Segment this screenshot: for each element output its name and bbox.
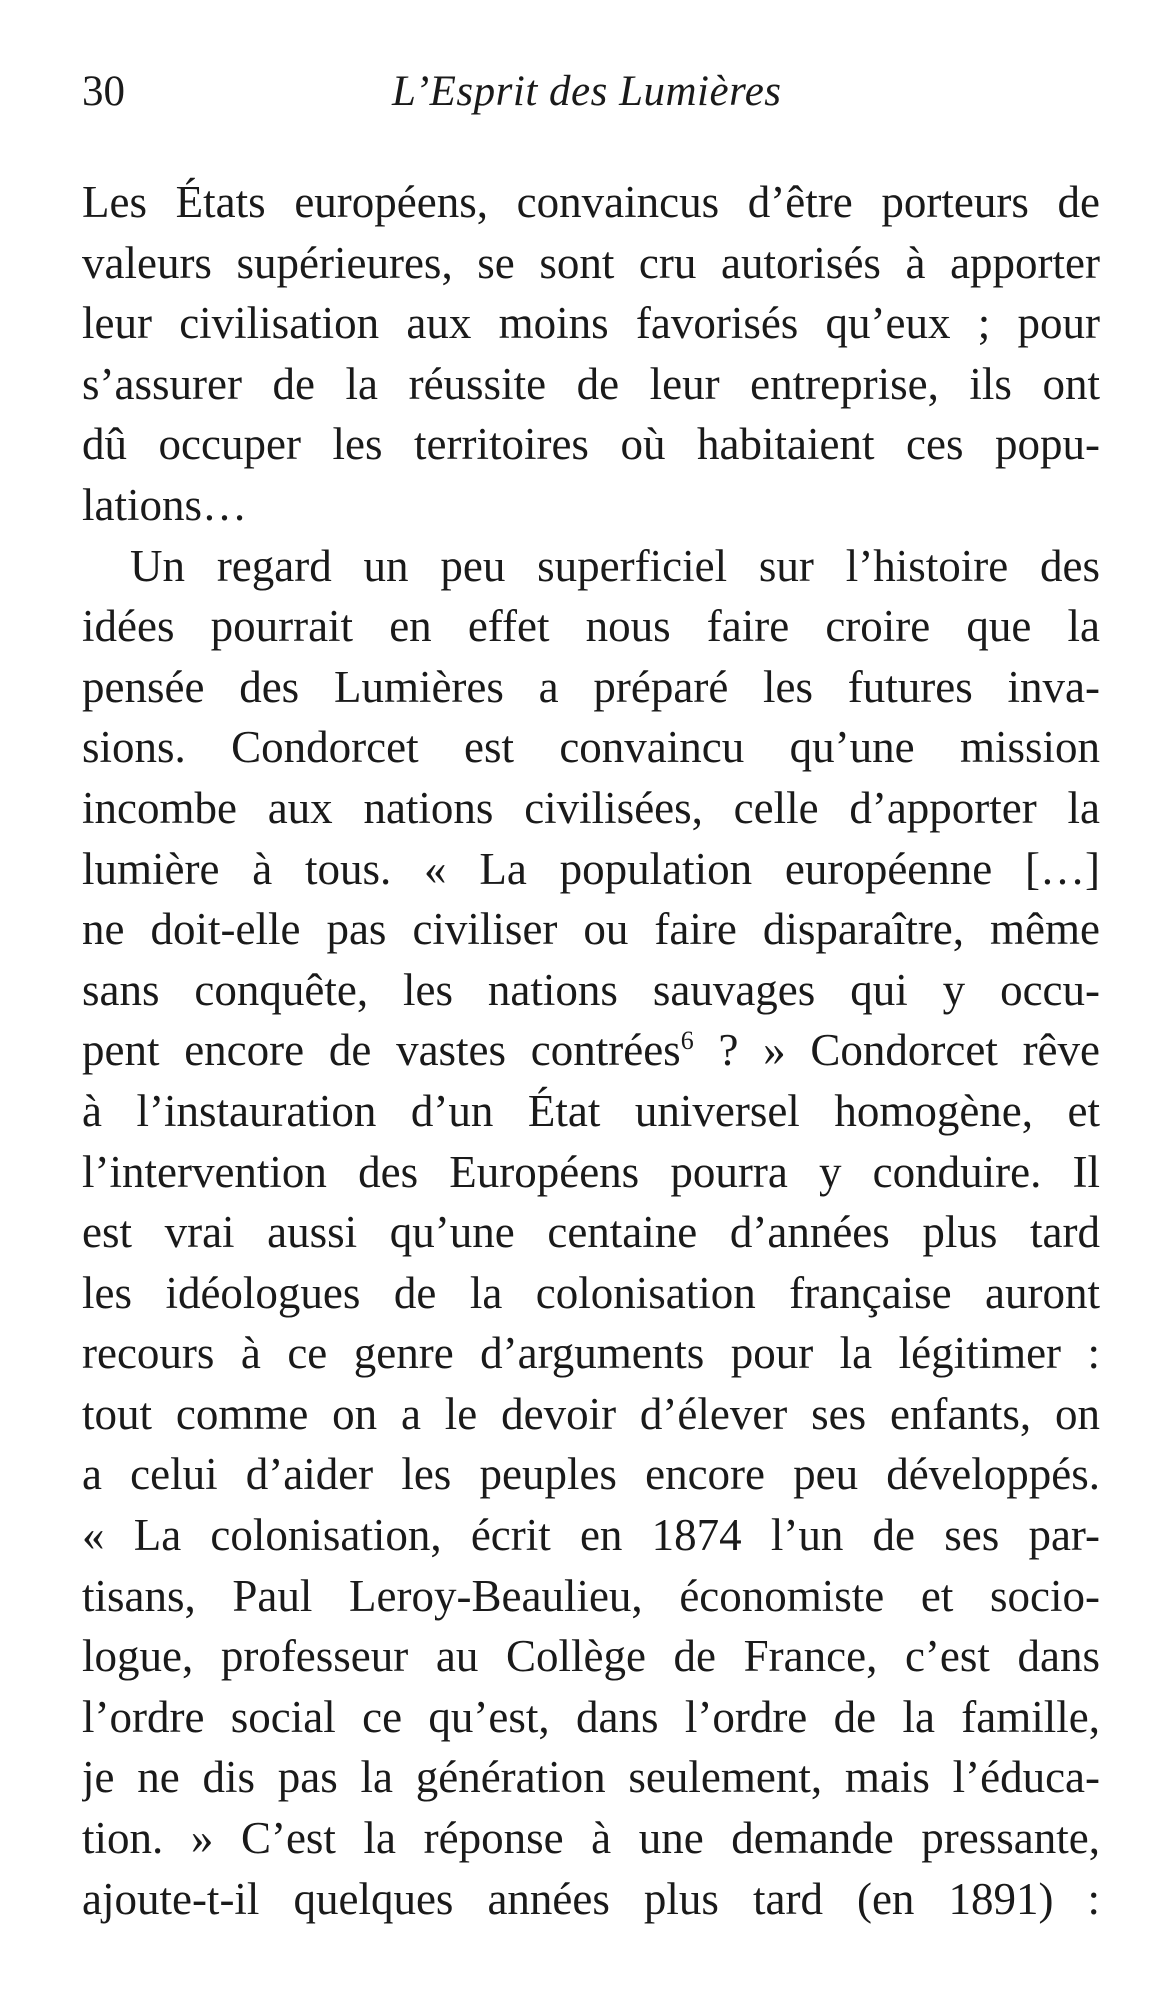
text-line: tout comme on a le devoir d’élever ses enfants, on [82, 1388, 1100, 1439]
text-line: leur civilisation aux moins favorisés qu’eux ; pour [82, 298, 1100, 349]
text-line: incombe aux nations civilisées, celle d’apporter la [82, 782, 1100, 833]
text-line: ajoute-t-il quelques années plus tard (en 1891) : [82, 1873, 1100, 1924]
running-header [82, 62, 1102, 122]
text-line: Les États européens, convaincus d’être porteurs de [82, 177, 1100, 227]
text-line: valeurs supérieures, se sont cru autorisés à apporter [82, 237, 1100, 288]
text-line: dû occuper les territoires où habitaient ces popu- [82, 419, 1100, 470]
text-line: tion. » C’est la réponse à une demande pressante, [82, 1813, 1100, 1864]
text-line: logue, professeur au Collège de France, c’est dans [82, 1631, 1100, 1682]
text-line: ne doit-elle pas civiliser ou faire disparaître, même [82, 904, 1100, 955]
text-line: tisans, Paul Leroy-Beaulieu, économiste et socio- [82, 1570, 1100, 1621]
text-line: est vrai aussi qu’une centaine d’années plus tard [82, 1207, 1100, 1258]
book-title: L’Esprit des Lumières [392, 68, 782, 115]
text-line-content: Un regard un peu superficiel sur l’histoire des [130, 540, 1100, 591]
footnote-reference: 6 [680, 1026, 694, 1056]
text-line: s’assurer de la réussite de leur entreprise, ils ont [82, 358, 1100, 409]
page-number: 30 [82, 68, 125, 115]
text-line: a celui d’aider les peuples encore peu développés. [82, 1449, 1100, 1500]
text-line: lations… [82, 479, 247, 530]
text-line: recours à ce genre d’arguments pour la légitimer : [82, 1328, 1100, 1379]
text-line: les idéologues de la colonisation française auront [82, 1267, 1100, 1318]
text-line: je ne dis pas la génération seulement, mais l’éduca- [82, 1752, 1100, 1803]
text-line: sions. Condorcet est convaincu qu’une mission [82, 722, 1100, 773]
text-line-content: ? » Condorcet rêve [693, 1025, 1100, 1076]
text-line-with-footnote [82, 1020, 1100, 1081]
text-line: pensée des Lumières a préparé les futures inva- [82, 661, 1100, 712]
body-text [82, 172, 1100, 1929]
text-line: sans conquête, les nations sauvages qui y occu- [82, 964, 1100, 1015]
text-line-content: pent encore de vastes contrées [82, 1025, 681, 1076]
text-line-indented [82, 536, 1100, 597]
text-line: « La colonisation, écrit en 1874 l’un de ses par- [82, 1510, 1100, 1561]
text-line: l’ordre social ce qu’est, dans l’ordre de la famille, [82, 1691, 1100, 1742]
text-line: lumière à tous. « La population européenne […] [82, 843, 1100, 894]
text-line: à l’instauration d’un État universel homogène, et [82, 1085, 1100, 1136]
text-line: idées pourrait en effet nous faire croire que la [82, 601, 1100, 652]
text-line: l’intervention des Européens pourra y conduire. Il [82, 1146, 1100, 1197]
